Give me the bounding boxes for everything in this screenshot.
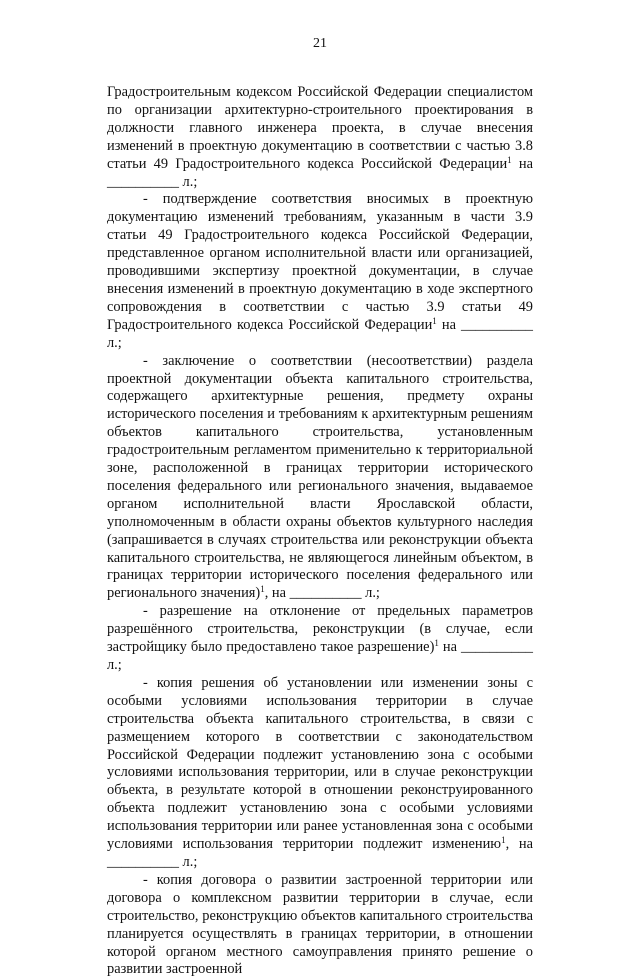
paragraph-continuation: Градостроительным кодексом Российской Федерации специалистом по организации архитектурно-строительного проектирования в должности главного инженера проекта, в случае внесения изменений в проектную документацию в соответствии с частью 3.8 статьи 49 Градостроительного кодекса Российской Федерации$^1$ на __________ л.; — [107, 84, 533, 190]
list-item-territory-development-contract: - копия договора о развитии застроенной территории или договора о комплексном развитии территории в случае, если строительство, реконструкцию объектов капитального строительства планируется осуществлять в границах территории, в отношении которой органом местного самоуправления принято решение о развитии застроенной — [107, 871, 533, 978]
list-item-historic-settlement-conclusion: - заключение о соответствии (несоответствии) раздела проектной документации объекта капитального строительства, содержащего архитектурные решения, предмету охраны исторического поселения и требованиям к архитектурным решениям объектов капитального строительства, установленным градостроительным регламентом применительно к территориальной зоне, расположенной в границах территории исторического поселения федерального или регионального значения, выдаваемое органом исполнительной власти Ярославской области, уполномоченным в области охраны объектов культурного наследия (запрашивается в случаях строительства или реконструкции объекта капитального строительства, не являющегося линейным объектом, в границах территории исторического поселения федерального или регионального значения)$^1$, на __________ л.; — [107, 352, 533, 602]
footnote-mark: 1 — [501, 835, 506, 846]
footnote-mark: 1 — [507, 154, 512, 165]
list-item-deviation-permit: - разрешение на отклонение от предельных параметров разрешённого строительства, реконструкции (в случае, если застройщику было предоставлено такое разрешение)$^1$ на __________ л.; — [107, 603, 533, 673]
page-number: 21 — [313, 36, 327, 51]
footnote-mark: 1 — [260, 584, 265, 595]
footnote-mark: 1 — [434, 638, 439, 649]
list-item-special-zone-decision: - копия решения об установлении или изменении зоны с особыми условиями использования территории в случае строительства объекта капитального строительства, в связи с размещением которого в соответствии с законодательством Российской Федерации подлежит установлению зона с особыми условиями использования территории, или в случае реконструкции объекта, в результате которой в отношении реконструированного объекта подлежит установлению зона с особыми условиями использования территории или ранее установленная зона с особыми условиями использования территории подлежит изменению$^1$, на __________ л.; — [107, 674, 533, 870]
list-item-expertise-confirmation: - подтверждение соответствия вносимых в проектную документацию изменений требованиям, указанным в части 3.9 статьи 49 Градостроительного кодекса Российской Федерации, представленное органом исполнительной власти или организацией, проводившими экспертизу проектной документации, в случае внесения изменений в проектную документацию в ходе экспертного сопровождения в соответствии с частью 3.9 статьи 49 Градостроительного кодекса Российской Федерации$^1$ на __________ л.; — [107, 191, 533, 351]
document-body — [107, 84, 533, 979]
footnote-mark: 1 — [432, 315, 437, 326]
